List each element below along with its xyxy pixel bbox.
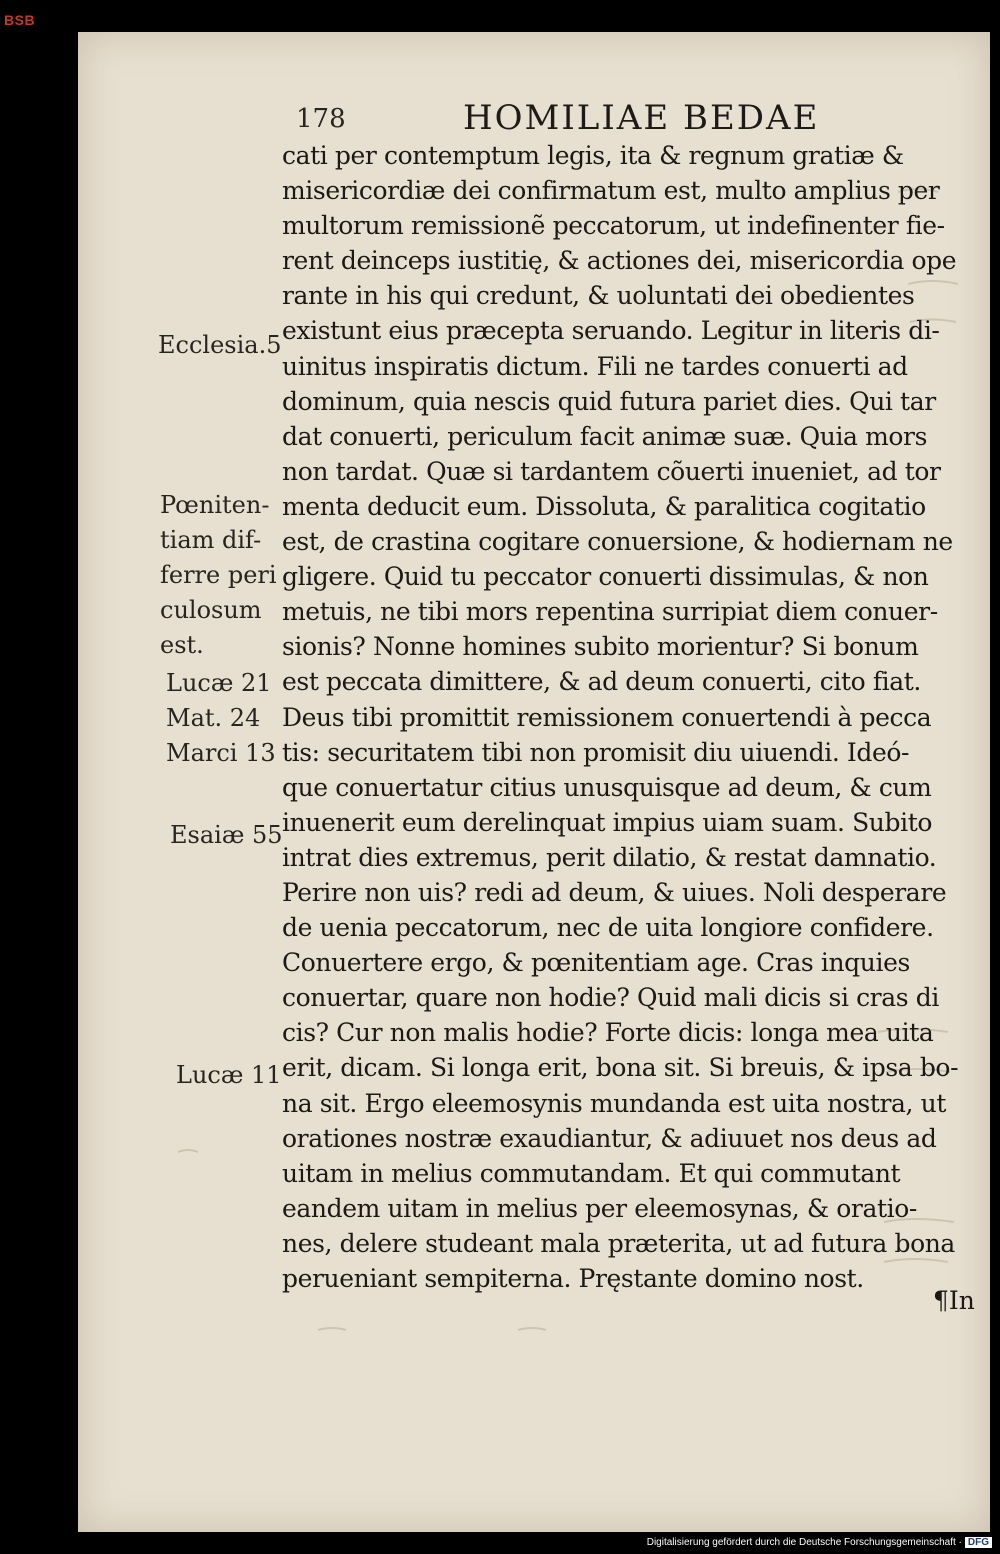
text-line: Deus tibi promittit remissionem conuertendi à pecca <box>282 702 932 732</box>
text-line: existunt eius præcepta seruando. Legitur in literis di- <box>282 316 940 346</box>
marginal-line: culosum <box>160 596 262 624</box>
text-line: que conuertatur citius unusquisque ad deum, & cum <box>282 772 932 802</box>
dfg-logo: DFG <box>965 1537 992 1548</box>
text-line: dat conuerti, periculum facit animæ suæ. Quia mors <box>282 421 928 451</box>
bsb-logo: BSB <box>4 12 36 28</box>
marginal-line: est. <box>160 631 204 659</box>
text-line: perueniant sempiterna. Pręstante domino nost. <box>282 1264 864 1293</box>
marginal-line: Marci 13 <box>166 739 276 767</box>
marginal-line: Lucæ 11 <box>176 1061 282 1089</box>
running-title: HOMILIAE BEDAE <box>463 98 820 138</box>
catchword: ¶In <box>933 1286 975 1315</box>
text-line: sionis? Nonne homines subito morientur? Si bonum <box>282 632 919 662</box>
text-line: conuertar, quare non hodie? Quid mali dicis si cras di <box>282 983 939 1013</box>
marginal-line: Mat. 24 <box>166 704 261 732</box>
marginal-line: Ecclesia.5 <box>158 331 282 359</box>
text-line: inuenerit eum derelinquat impius uiam suam. Subito <box>282 807 933 837</box>
text-line: tis: securitatem tibi non promisit diu uiuendi. Ideó- <box>282 737 910 767</box>
text-line: multorum remissionẽ peccatorum, ut indefinenter fie- <box>282 211 945 241</box>
text-line: eandem uitam in melius per eleemosynas, & oratio- <box>282 1193 917 1223</box>
digitization-credit <box>647 1537 992 1548</box>
text-line: Conuertere ergo, & pœnitentiam age. Cras inquies <box>282 948 910 978</box>
text-line: dominum, quia nescis quid futura pariet dies. Qui tar <box>282 386 936 416</box>
marginal-line: tiam dif- <box>160 526 262 554</box>
text-line: rante in his qui credunt, & uoluntati dei obedientes <box>282 281 915 311</box>
credit-text: Digitalisierung gefördert durch die Deutsche Forschungsgemeinschaft · <box>646 1537 962 1548</box>
body-text <box>282 138 982 1296</box>
text-line: misericordiæ dei confirmatum est, multo amplius per <box>282 176 940 206</box>
marginal-note-lucae <box>176 1058 301 1093</box>
page-number: 178 <box>296 104 346 134</box>
text-line: est, de crastina cogitare conuersione, & hodiernam ne <box>282 527 953 557</box>
text-line: cis? Cur non malis hodie? Forte dicis: longa mea uita <box>282 1018 934 1048</box>
text-line: menta deducit eum. Dissoluta, & paralitica cogitatio <box>282 491 926 521</box>
marginal-note-ecclesia <box>158 328 283 363</box>
text-line: est peccata dimittere, & ad deum conuerti, cito fiat. <box>282 667 921 697</box>
book-page <box>78 32 990 1532</box>
text-line: uitam in melius commutandam. Et qui commutant <box>282 1158 901 1188</box>
text-line: metuis, ne tibi mors repentina surripiat diem conuer- <box>282 597 938 627</box>
text-line: Perire non uis? redi ad deum, & uiues. Noli desperare <box>282 877 947 907</box>
marginal-line: Pœniten- <box>160 491 270 519</box>
marginal-note-gospels <box>166 666 291 771</box>
text-line: non tardat. Quæ si tardantem cõuerti inueniet, ad tor <box>282 456 941 486</box>
text-line: orationes nostræ exaudiantur, & adiuuet nos deus ad <box>282 1123 937 1153</box>
text-line: de uenia peccatorum, nec de uita longiore confidere. <box>282 913 934 943</box>
marginal-note-esaiae <box>170 818 295 853</box>
marginal-line: Esaiæ 55 <box>170 821 283 849</box>
text-line: rent deinceps iustitię, & actiones dei, misericordia ope <box>282 246 957 276</box>
text-line: intrat dies extremus, perit dilatio, & restat damnatio. <box>282 842 937 872</box>
text-line: na sit. Ergo eleemosynis mundanda est uita nostra, ut <box>282 1088 946 1118</box>
marginal-line: Lucæ 21 <box>166 669 272 697</box>
marginal-note-poenitentiam <box>160 488 285 663</box>
text-line: uinitus inspiratis dictum. Fili ne tardes conuerti ad <box>282 351 908 381</box>
text-line: cati per contemptum legis, ita & regnum gratiæ & <box>282 141 904 170</box>
marginal-line: ferre peri <box>160 561 277 589</box>
text-line: nes, delere studeant mala præterita, ut ad futura bona <box>282 1228 955 1258</box>
text-line: erit, dicam. Si longa erit, bona sit. Si breuis, & ipsa bo- <box>282 1053 959 1083</box>
text-line: gligere. Quid tu peccator conuerti dissimulas, & non <box>282 562 929 592</box>
